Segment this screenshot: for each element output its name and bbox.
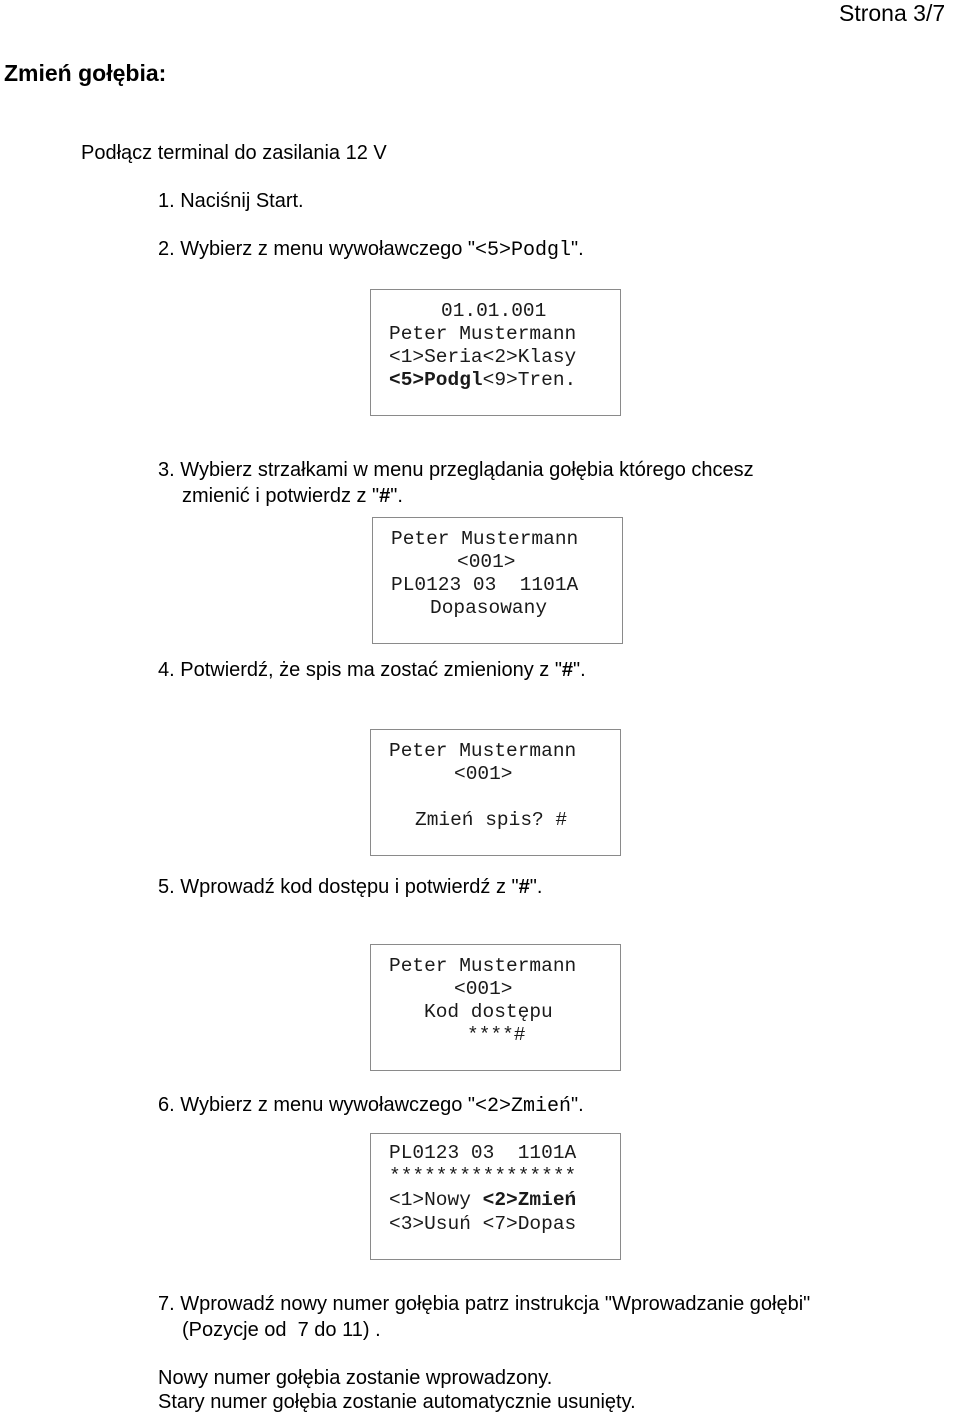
terminal-screen-main-menu	[370, 289, 621, 416]
step-6-text: 6. Wybierz z menu wywoławczego "	[158, 1094, 476, 1116]
step-3-continuation	[182, 484, 403, 508]
step-2-end: ".	[571, 238, 584, 260]
screen-line: <001>	[457, 551, 516, 573]
step-5-end: ".	[529, 876, 543, 898]
result-note-new: Nowy numer gołębia zostanie wprowadzony.	[158, 1367, 553, 1389]
terminal-screen-pigeon-view	[372, 517, 623, 644]
screen-line: <3>Usuń <7>Dopas	[389, 1213, 577, 1235]
screen-line: Zmień spis? #	[415, 809, 568, 831]
screen-line: ****#	[467, 1024, 526, 1046]
step-5-text: 5. Wprowadź kod dostępu i potwierdź z "	[158, 876, 519, 898]
terminal-screen-pigeon-menu	[370, 1133, 621, 1260]
intro-text: Podłącz terminal do zasilania 12 V	[81, 142, 387, 164]
screen-line: <1>Seria<2>Klasy	[389, 346, 577, 368]
step-6-end: ".	[571, 1094, 584, 1116]
screen-line: Dopasowany	[430, 597, 548, 619]
screen-line: ****************	[389, 1165, 577, 1187]
step-5	[158, 875, 542, 899]
terminal-screen-change-confirm	[370, 729, 621, 856]
screen-option: <1>Nowy	[389, 1189, 483, 1211]
screen-line: <001>	[454, 978, 513, 1000]
step-6	[158, 1093, 584, 1119]
page-number: Strona 3/7	[839, 0, 946, 26]
step-6-code: <2>Zmień	[475, 1095, 572, 1118]
result-note-old: Stary numer gołębia zostanie automatycznie usunięty.	[158, 1391, 636, 1413]
screen-line: Peter Mustermann	[389, 955, 577, 977]
screen-line	[371, 369, 620, 392]
screen-selected-option: <2>Zmień	[482, 1189, 577, 1211]
screen-line: 01.01.001	[441, 300, 547, 322]
screen-line: <001>	[454, 763, 513, 785]
screen-line: PL0123 03 1101A	[391, 574, 579, 596]
step-3: 3. Wybierz strzałkami w menu przeglądania gołębia którego chcesz	[158, 459, 754, 481]
step-4-end: ".	[573, 659, 586, 681]
screen-line: Peter Mustermann	[389, 323, 577, 345]
page-title: Zmień gołębia:	[4, 60, 167, 86]
step-7-continuation: (Pozycje od 7 do 11) .	[182, 1319, 381, 1341]
screen-line	[371, 1189, 620, 1212]
step-3-end: ".	[390, 485, 403, 507]
step-7: 7. Wprowadź nowy numer gołębia patrz instrukcja "Wprowadzanie gołębi"	[158, 1293, 811, 1315]
step-2	[158, 237, 584, 263]
hash-key: #	[518, 876, 530, 898]
step-2-text: 2. Wybierz z menu wywoławczego "	[158, 238, 476, 260]
screen-line: PL0123 03 1101A	[389, 1142, 577, 1164]
terminal-screen-access-code	[370, 944, 621, 1071]
screen-line: Peter Mustermann	[391, 528, 579, 550]
screen-selected-option: <5>Podgl	[389, 369, 483, 391]
step-2-code: <5>Podgl	[475, 239, 572, 262]
screen-line: Kod dostępu	[424, 1001, 553, 1023]
step-3-text: zmienić i potwierdz z "	[182, 485, 380, 507]
step-4-text: 4. Potwierdź, że spis ma zostać zmieniony z "	[158, 659, 562, 681]
step-4	[158, 658, 586, 682]
step-1: 1. Naciśnij Start.	[158, 190, 304, 212]
hash-key: #	[561, 659, 574, 681]
screen-option: <9>Tren.	[482, 369, 577, 391]
hash-key: #	[379, 485, 391, 507]
screen-line: Peter Mustermann	[389, 740, 577, 762]
